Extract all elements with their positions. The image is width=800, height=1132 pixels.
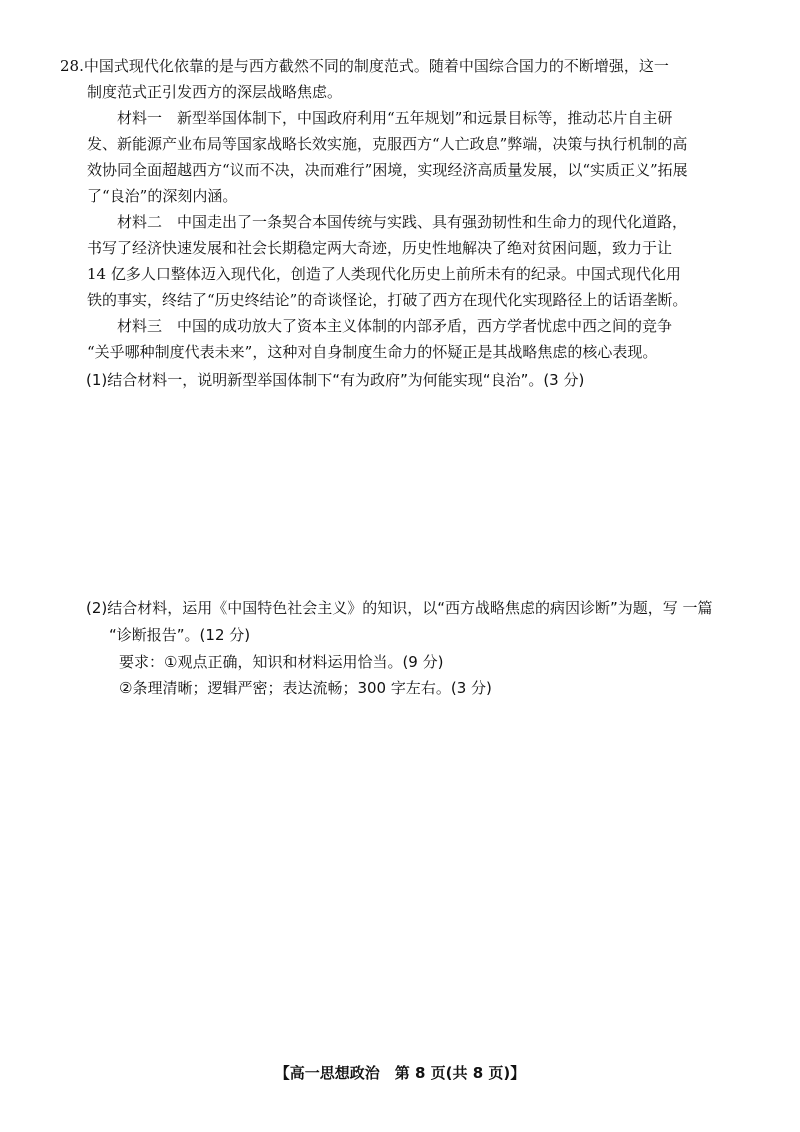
sub-question-1: (1)结合材料一，说明新型举国体制下“有为政府”为何能实现“良治”。(3 分) bbox=[86, 371, 585, 389]
material1-line-2: 发、新能源产业布局等国家战略长效实施，克服西方“人亡政息”弊端，决策与执行机制的高 bbox=[87, 135, 688, 153]
sub-question-2-line-1: (2)结合材料，运用《中国特色社会主义》的知识，以“西方战略焦虑的病因诊断”为题，写 一篇 bbox=[86, 599, 713, 617]
material1-line-3: 效协同全面超越西方“议而不决，决而难行”困境，实现经济高质量发展，以“实质正义”拓展 bbox=[87, 161, 688, 179]
material2-line-2: 书写了经济快速发展和社会长期稳定两大奇迹，历史性地解决了绝对贫困问题，致力于让 bbox=[87, 239, 673, 257]
material2-line-4: 铁的事实，终结了“历史终结论”的奇谈怪论，打破了西方在现代化实现路径上的话语垄断。 bbox=[87, 291, 688, 309]
answer-space-2[interactable] bbox=[60, 710, 740, 1050]
question-stem-line-2: 制度范式正引发西方的深层战略焦虑。 bbox=[87, 83, 343, 101]
page-footer: 【高一思想政治 第 8 页(共 8 页)】 bbox=[274, 1064, 526, 1082]
question-stem-text: 中国式现代化依靠的是与西方截然不同的制度范式。随着中国综合国力的不断增强，这一 bbox=[83, 57, 669, 75]
question-stem-line-1 bbox=[60, 56, 669, 76]
material3-line-2: “关乎哪种制度代表未来”，这种对自身制度生命力的怀疑正是其战略焦虑的核心表现。 bbox=[87, 343, 658, 361]
material1-line-1: 材料一 新型举国体制下，中国政府利用“五年规划”和远景目标等，推动芯片自主研 bbox=[117, 109, 673, 127]
sub-question-2-line-2: “诊断报告”。(12 分) bbox=[109, 626, 251, 644]
requirement-2: ②条理清晰；逻辑严密；表达流畅；300 字左右。(3 分) bbox=[119, 679, 492, 697]
material3-line-1: 材料三 中国的成功放大了资本主义体制的内部矛盾，西方学者忧虑中西之间的竞争 bbox=[117, 317, 673, 335]
question-number: 28. bbox=[60, 57, 84, 75]
requirement-1: 要求：①观点正确，知识和材料运用恰当。(9 分) bbox=[119, 653, 444, 671]
material2-line-1: 材料二 中国走出了一条契合本国传统与实践、具有强劲韧性和生命力的现代化道路， bbox=[117, 213, 688, 231]
answer-space-1[interactable] bbox=[60, 400, 740, 590]
material1-line-4: 了“良治”的深刻内涵。 bbox=[87, 187, 238, 205]
material2-line-3: 14 亿多人口整体迈入现代化，创造了人类现代化历史上前所未有的纪录。中国式现代化用 bbox=[87, 265, 681, 283]
